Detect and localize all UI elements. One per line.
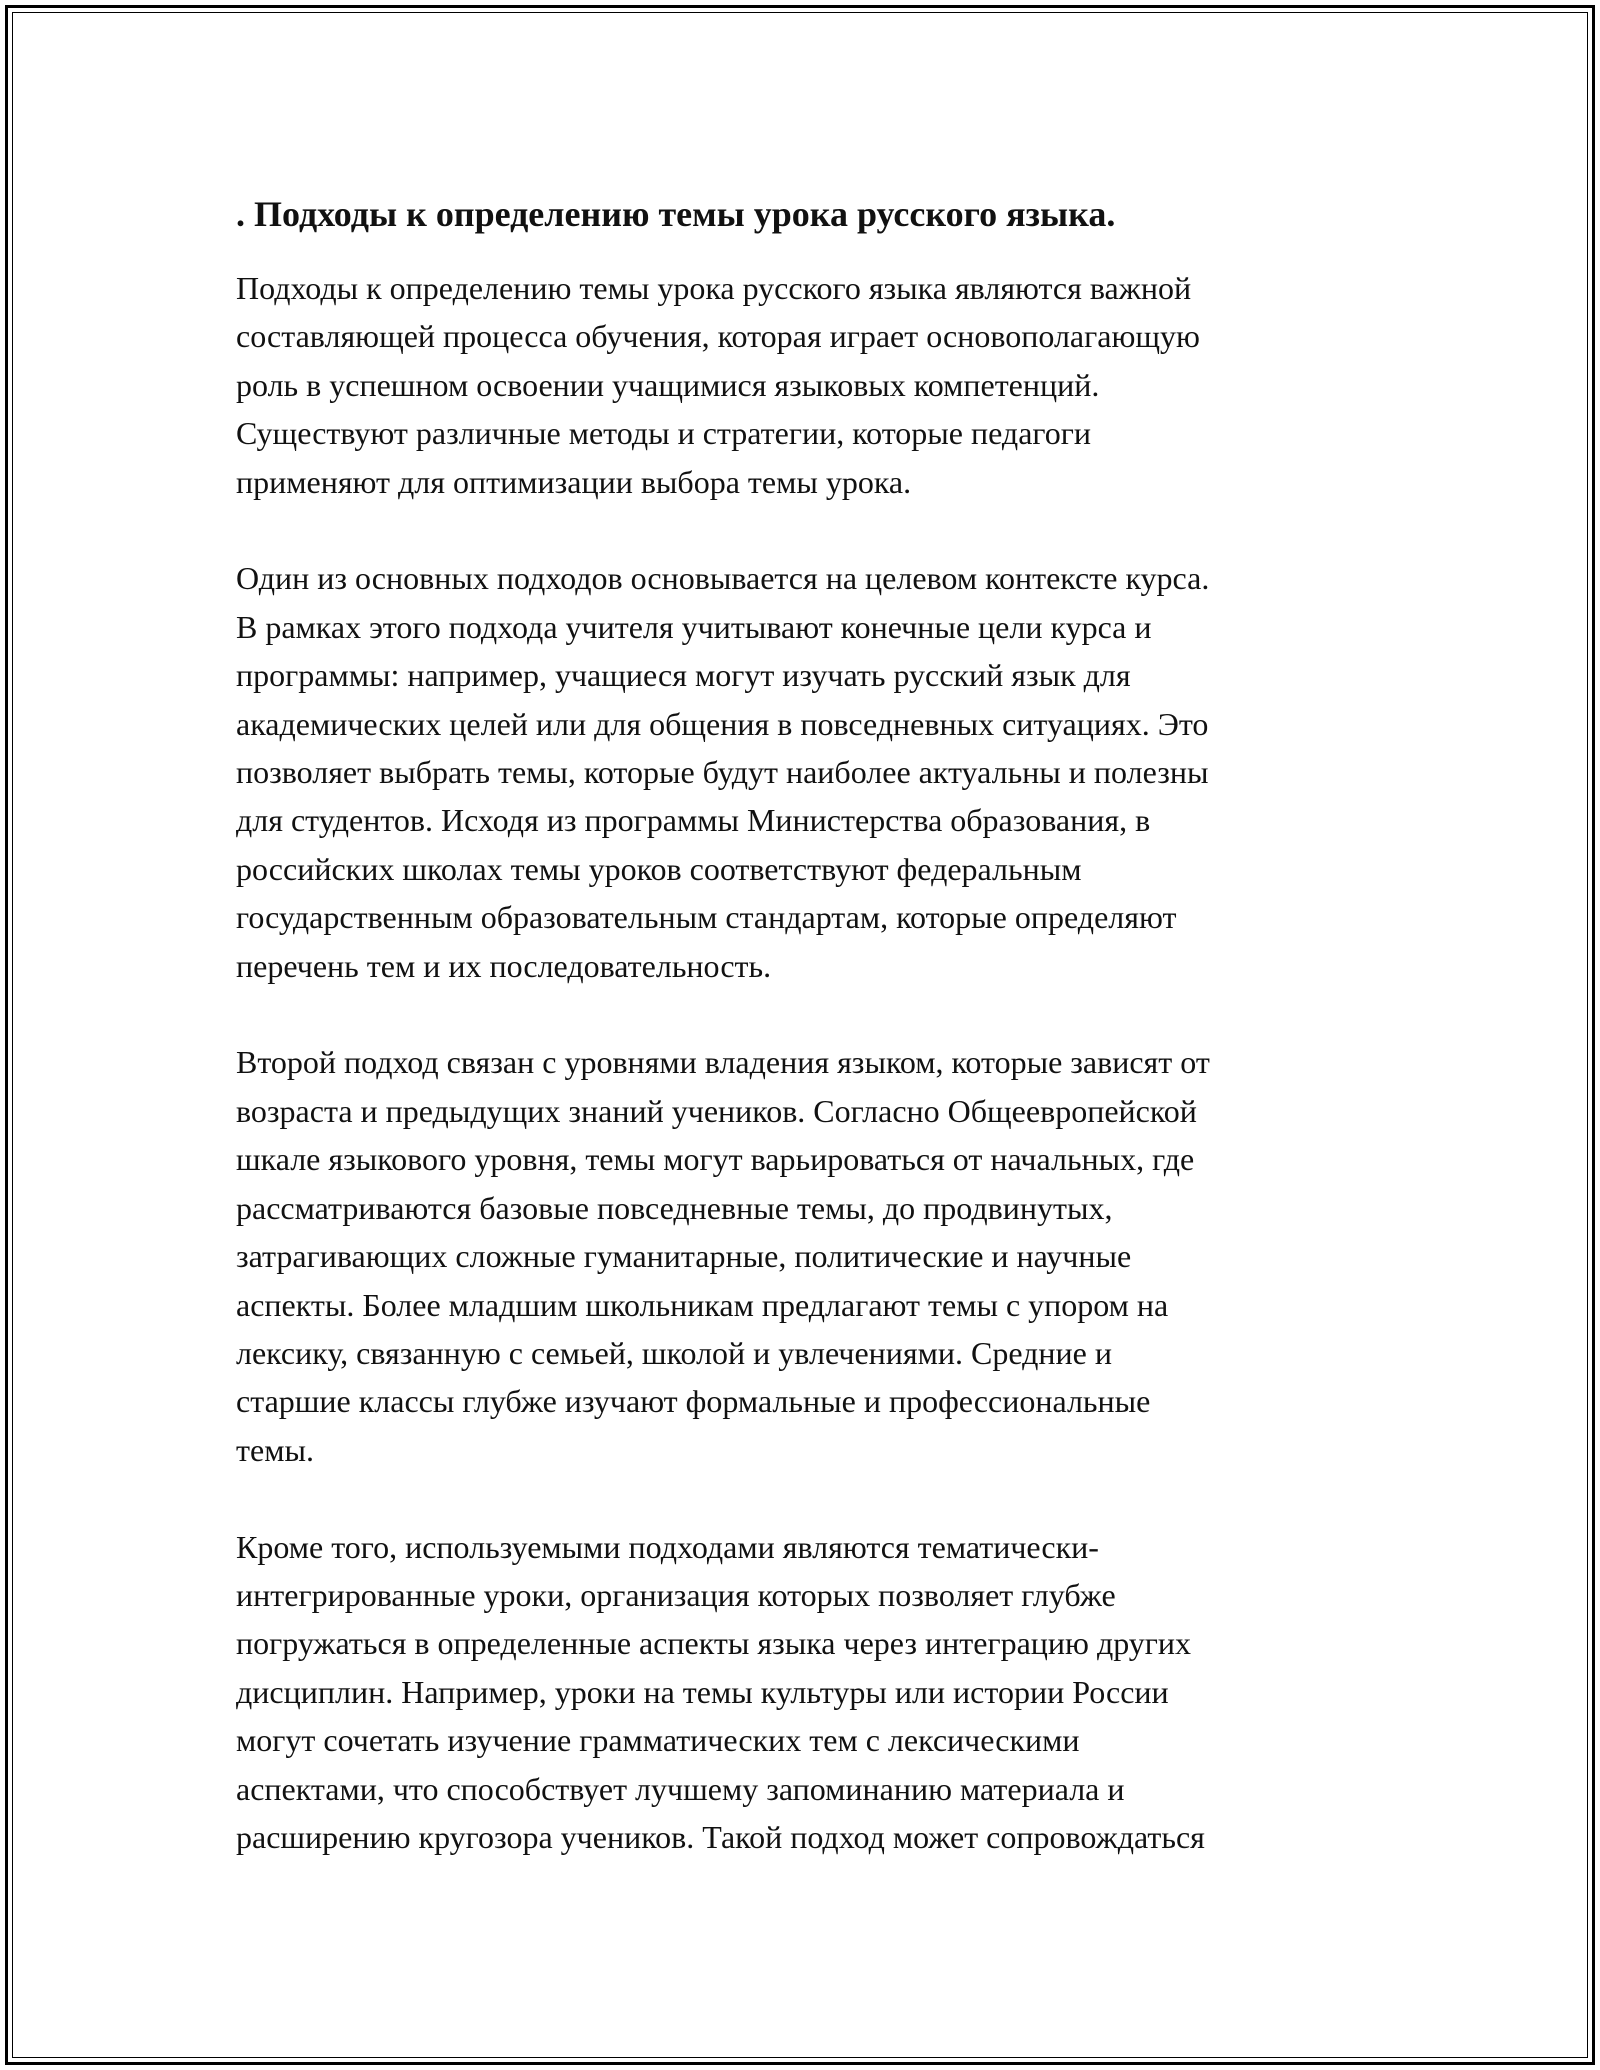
paragraph-intro: Подходы к определению темы урока русского языка являются важной составляющей процесса обучения, которая играет основополагающую роль в успешном освоении учащимися языковых компетенций. Существуют различные методы и стратегии, которые педагоги применяют для оптимизации выбора темы урока.	[236, 270, 1200, 500]
section-heading: . Подходы к определению темы урока русского языка.	[236, 194, 1116, 234]
paragraph-target-context: Один из основных подходов основывается на целевом контексте курса. В рамках этого подхода учителя учитывают конечные цели курса и программы: например, учащиеся могут изучать русский язык для академических целей или для общения в повседневных ситуациях. Это позволяет выбрать темы, которые будут наиболее актуальны и полезны для студентов. Исходя из программы Министерства образования, в российских школах темы уроков соответствуют федеральным государственным образовательным стандартам, которые определяют перечень тем и их последовательность.	[236, 560, 1210, 984]
paragraph-language-levels: Второй подход связан с уровнями владения языком, которые зависят от возраста и предыдущих знаний учеников. Согласно Общеевропейской шкале языкового уровня, темы могут варьироваться от начальных, где рассматриваются базовые повседневные темы, до продвинутых, затрагивающих сложные гуманитарные, политические и научные аспекты. Более младшим школьникам предлагают темы с упором на лексику, связанную с семьей, школой и увлечениями. Средние и старшие классы глубже изучают формальные и профессиональные темы.	[236, 1044, 1210, 1468]
paragraph-integrated-lessons: Кроме того, используемыми подходами являются тематически- интегрированные уроки, организация которых позволяет глубже погружаться в определенные аспекты языка через интеграцию других дисциплин. Например, уроки на темы культуры или истории России могут сочетать изучение грамматических тем с лексическими аспектами, что способствует лучшему запоминанию материала и расширению кругозора учеников. Такой подход может сопровождаться	[236, 1528, 1205, 1855]
document-body	[236, 190, 1381, 1910]
